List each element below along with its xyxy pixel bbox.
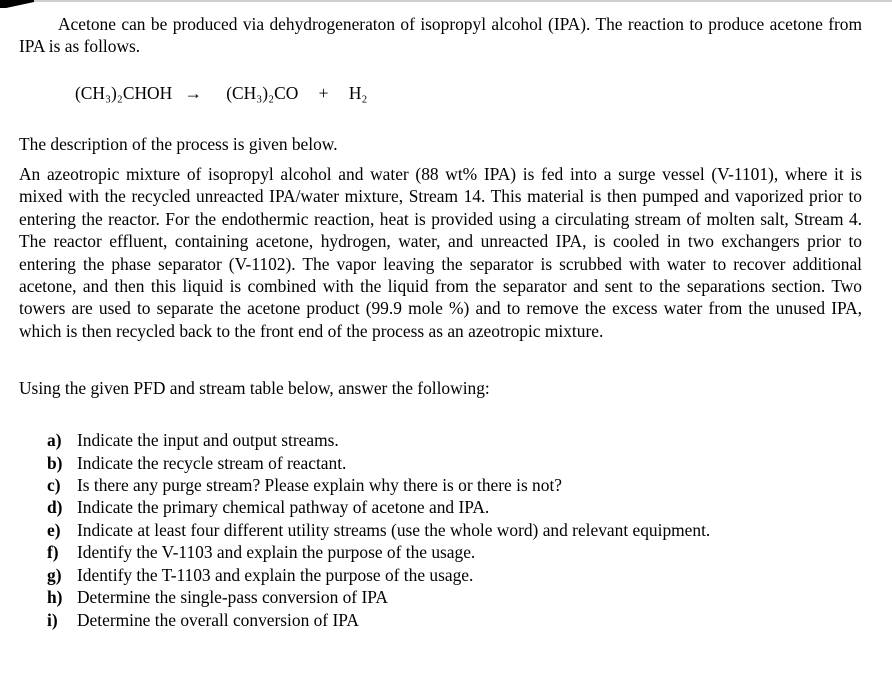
corner-mark bbox=[0, 0, 34, 8]
question-text: Determine the single-pass conversion of IPA bbox=[77, 587, 388, 608]
question-item bbox=[47, 429, 862, 451]
instruction-text: Using the given PFD and stream table below, answer the following: bbox=[19, 378, 490, 399]
document-page bbox=[19, 13, 862, 631]
question-item bbox=[47, 586, 862, 608]
question-item bbox=[47, 519, 862, 541]
question-item bbox=[47, 541, 862, 563]
question-text: Identify the V-1103 and explain the purpose of the usage. bbox=[77, 542, 476, 563]
question-letter: c) bbox=[47, 475, 61, 496]
question-letter: b) bbox=[47, 452, 63, 473]
question-item bbox=[47, 609, 862, 631]
intro-paragraph: Acetone can be produced via dehydrogeneraton of isopropyl alcohol (IPA). The reaction to produce acetone from IPA is as follows. bbox=[19, 14, 862, 56]
equation-plus: + bbox=[318, 83, 329, 103]
question-text: Determine the overall conversion of IPA bbox=[77, 609, 359, 630]
question-item bbox=[47, 452, 862, 474]
question-item bbox=[47, 564, 862, 586]
question-letter: e) bbox=[47, 519, 61, 540]
process-description: An azeotropic mixture of isopropyl alcohol and water (88 wt% IPA) is fed into a surge vessel (V-1101), where it is mixed with the recycled unreacted IPA/water mixture, Stream 14. This material is then pumped and vaporized prior to entering the reactor. For the endothermic reaction, heat is provided using a circulating stream of molten salt, Stream 4. The reactor effluent, containing acetone, hydrogen, water, and unreacted IPA, is cooled in two exchangers prior to entering the phase separator (V-1102). The vapor leaving the separator is scrubbed with water to recover additional acetone, and then this liquid is combined with the liquid from the separator and sent to the separations section. Two towers are used to separate the acetone product (99.9 mole %) and to remove the excess water from the unused IPA, which is then recycled back to the front end of the process as an azeotropic mixture. bbox=[19, 164, 862, 341]
reaction-arrow-icon: → bbox=[184, 83, 202, 103]
question-letter: i) bbox=[47, 609, 58, 630]
equation-product-acetone: (CH₃)₂CO bbox=[226, 83, 299, 103]
question-text: Indicate the primary chemical pathway of acetone and IPA. bbox=[77, 497, 490, 518]
reaction-equation bbox=[75, 82, 862, 104]
question-text: Indicate the recycle stream of reactant. bbox=[77, 452, 347, 473]
question-letter: h) bbox=[47, 587, 63, 608]
equation-reactant: (CH₃)₂CHOH bbox=[75, 83, 173, 103]
question-letter: a) bbox=[47, 430, 62, 451]
equation-product-hydrogen: H₂ bbox=[348, 83, 368, 103]
question-text: Indicate the input and output streams. bbox=[77, 430, 339, 451]
question-item bbox=[47, 474, 862, 496]
top-border-line bbox=[0, 0, 892, 2]
question-letter: g) bbox=[47, 564, 62, 585]
question-list bbox=[47, 429, 862, 631]
question-item bbox=[47, 496, 862, 518]
question-text: Is there any purge stream? Please explain why there is or there is not? bbox=[77, 475, 563, 496]
description-heading: The description of the process is given below. bbox=[19, 134, 338, 154]
question-letter: d) bbox=[47, 497, 63, 518]
question-text: Identify the T-1103 and explain the purpose of the usage. bbox=[77, 564, 474, 585]
question-letter: f) bbox=[47, 542, 59, 563]
question-text: Indicate at least four different utility streams (use the whole word) and relevant equipment. bbox=[77, 519, 711, 540]
